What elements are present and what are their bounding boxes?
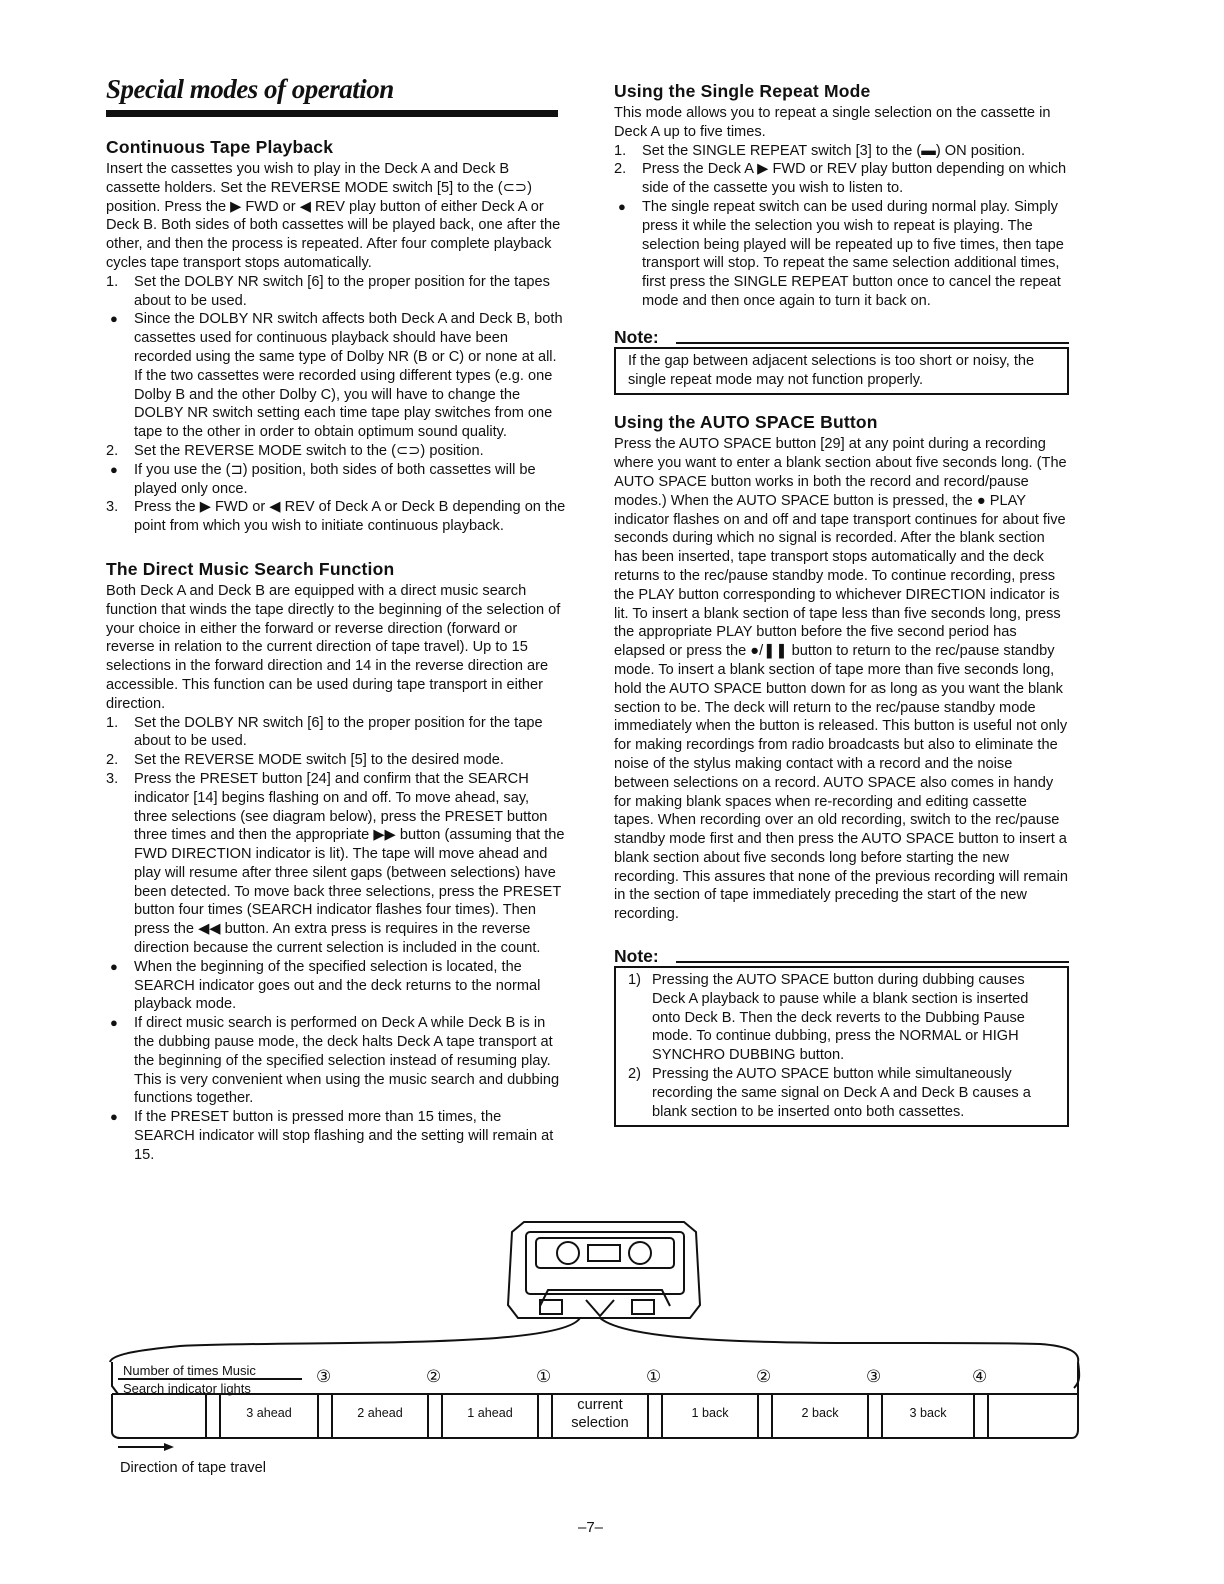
count-badge: ②	[756, 1367, 772, 1386]
selection-gap	[974, 1394, 988, 1438]
auto-space-note	[614, 946, 1069, 1127]
list-item	[106, 442, 566, 461]
selection-cell: 3 ahead	[246, 1406, 292, 1420]
list-marker: ●	[110, 461, 118, 477]
list-marker: 2)	[628, 1066, 641, 1083]
count-badge: ②	[426, 1367, 442, 1386]
list-item	[628, 1065, 1059, 1121]
title-rule	[106, 110, 558, 117]
counter-label-line2: Search indicator lights	[123, 1381, 251, 1396]
left-column	[106, 136, 566, 1165]
single-repeat-intro: This mode allows you to repeat a single selection on the cassette in Deck A up to five times.	[614, 105, 1051, 140]
list-item	[106, 498, 566, 536]
auto-space-text: Press the AUTO SPACE button [29] at any point during a recording where you want to enter a blank section about five seconds long. (The AUTO SPACE button works in both the record and record/pause modes.) When the AUTO SPACE button is pressed, the ● PLAY indicator flashes on and off and tape transport continues for about five seconds during which no signal is recorded. After the blank section has been inserted, tape transport stops automatically and the deck returns to the rec/pause standby mode. To continue recording, press the PLAY button corresponding to whichever DIRECTION indicator is lit. To insert a blank section of tape less than five seconds long, press the appropriate PLAY button before the five second period has elapsed or press the ●/❚❚ button to return to the rec/pause standby mode. To insert a blank section of tape more than five seconds long, hold the AUTO SPACE button down for as long as you want the blank section to be. The deck will return to the rec/pause standby mode immediately when the button is released. This button is useful not only for making recordings from radio broadcasts but also to eliminate the noise of the stylus making contact with a record and the noise between selections on a record. AUTO SPACE also comes in handy for making blank spaces when re-recording and editing cassette tapes. When recording over an old recording, switch to the rec/pause standby mode first and then press the AUTO SPACE button to insert a blank section about five seconds long before starting the new recording. This assures that none of the previous recording will remain in the section of tape immediately preceding the start of the new recording.	[614, 436, 1068, 923]
direction-label: Direction of tape travel	[120, 1460, 267, 1476]
list-marker: ●	[110, 1015, 118, 1031]
continuous-heading: Continuous Tape Playback	[106, 137, 334, 157]
list-item	[106, 958, 566, 1014]
list-item	[106, 751, 566, 770]
count-badge: ①	[536, 1367, 552, 1386]
list-item	[106, 461, 566, 499]
list-marker: 1)	[628, 972, 641, 989]
single-repeat-steps	[614, 142, 1069, 311]
list-marker: ●	[110, 958, 118, 974]
list-marker: ●	[110, 311, 118, 327]
cassette-icon	[508, 1222, 700, 1318]
list-item	[106, 770, 566, 958]
list-item-text: If direct music search is performed on Deck A while Deck B is in the dubbing pause mode, the deck halts Deck A tape transport at the beginning of the specified selection instead of resuming play. This is very convenient when using the music search and dubbing functions together.	[134, 1015, 560, 1107]
list-item	[106, 714, 566, 752]
list-marker: 1.	[106, 714, 119, 731]
list-item-text: Set the REVERSE MODE switch to the (⊂⊃) position.	[134, 442, 484, 459]
list-marker: 1.	[106, 273, 119, 290]
list-item-text: Press the Deck A ▶ FWD or REV play button depending on which side of the cassette you wish to listen to.	[642, 161, 1067, 197]
list-item-text: Press the PRESET button [24] and confirm that the SEARCH indicator [14] begins flashing on and off. To move ahead, say, three selections (see diagram below), press the PRESET button three times and then the appropriate ▶▶ button (assuming that the FWD DIRECTION indicator is lit). The tape will move ahead and play will resume after three silent gaps (between selections) have been detected. To move back three selections, press the PRESET button four times (SEARCH indicator flashes four times). Then press the ◀◀ button. An extra press is requires in the reverse direction because the current selection is included in the count.	[134, 770, 565, 957]
selection-cell: 2 ahead	[357, 1406, 403, 1420]
selection-cell: 1 ahead	[467, 1406, 513, 1420]
selection-gap	[538, 1394, 552, 1438]
list-marker: 2.	[106, 752, 119, 769]
list-item-text: Set the REVERSE MODE switch [5] to the desired mode.	[134, 752, 504, 769]
right-column	[614, 80, 1069, 1127]
dms-intro: Both Deck A and Deck B are equipped with a direct music search function that winds the tape directly to the beginning of the selection of your choice in either the forward or reverse direction (forward or reverse in relation to the current direction of tape travel). Up to 15 selections in the forward direction and 14 in the reverse direction are accessible. This function can be used during tape transport in either direction.	[106, 582, 561, 712]
direct-music-search-section	[106, 558, 566, 1165]
list-marker: ●	[618, 198, 626, 214]
note-heading: Note:	[614, 946, 659, 967]
selection-gap	[758, 1394, 772, 1438]
selection-gap	[868, 1394, 882, 1438]
list-item	[614, 198, 1069, 311]
list-marker: 2.	[106, 442, 119, 459]
list-item-text: Pressing the AUTO SPACE button during dubbing causes Deck A playback to pause while a blank section is inserted onto Deck B. Then the deck reverts to the Dubbing Pause mode. To continue dubbing, press the NORMAL or HIGH SYNCHRO DUBBING button.	[652, 972, 1029, 1064]
auto-space-note-list	[628, 971, 1059, 1121]
single-repeat-heading: Using the Single Repeat Mode	[614, 81, 871, 101]
list-marker: 3.	[106, 770, 119, 787]
list-marker: 3.	[106, 499, 119, 516]
count-badge: ③	[866, 1367, 882, 1386]
list-item	[614, 142, 1069, 161]
count-badge: ④	[972, 1367, 988, 1386]
selection-gap	[206, 1394, 220, 1438]
list-marker: ●	[110, 1109, 118, 1125]
page-title: Special modes of operation	[106, 74, 394, 104]
list-item-text: Set the DOLBY NR switch [6] to the proper position for the tape about to be used.	[134, 714, 543, 750]
list-item-text: Since the DOLBY NR switch affects both Deck A and Deck B, both cassettes used for continuous playback should have been recorded using the same type of Dolby NR (B or C) or none at all. If the two cassettes were recorded using different types (e.g. one Dolby B and the other Dolby C), you will have to change the DOLBY NR switch setting each time tape play switches from one tape to the other in order to obtain optimum sound quality.	[134, 311, 563, 441]
note-heading: Note:	[614, 326, 659, 347]
list-item	[106, 1108, 566, 1164]
list-item-text: If the PRESET button is pressed more than 15 times, the SEARCH indicator will stop flashing and the setting will remain at 15.	[134, 1109, 554, 1163]
dms-heading: The Direct Music Search Function	[106, 558, 395, 579]
auto-space-section	[614, 411, 1069, 1127]
continuous-steps	[106, 273, 566, 536]
list-item	[106, 273, 566, 311]
count-badge: ①	[646, 1367, 662, 1386]
list-item-text: Set the DOLBY NR switch [6] to the proper position for the tapes about to be used.	[134, 273, 550, 309]
selection-gap	[318, 1394, 332, 1438]
list-marker: 1.	[614, 142, 627, 159]
list-marker: 2.	[614, 161, 627, 178]
counter-label-line1: Number of times Music	[123, 1363, 256, 1378]
selection-gap	[428, 1394, 442, 1438]
list-item-text: When the beginning of the specified selection is located, the SEARCH indicator goes out and the deck returns to the normal playback mode.	[134, 958, 541, 1013]
dms-steps	[106, 714, 566, 1165]
list-item	[614, 160, 1069, 198]
single-repeat-note-text: If the gap between adjacent selections is too short or noisy, the single repeat mode may not function properly.	[628, 352, 1035, 388]
list-item	[628, 971, 1059, 1065]
list-item-text: Pressing the AUTO SPACE button while simultaneously recording the same signal on Deck A and Deck B causes a blank section to be inserted onto both cassettes.	[652, 1066, 1031, 1120]
continuous-intro: Insert the cassettes you wish to play in the Deck A and Deck B cassette holders. Set the REVERSE MODE switch [5] to the (⊂⊃) position. Press the ▶ FWD or ◀ REV play button of either Deck A or Deck B. Both sides of both cassettes will be played back, one after the other, and then the process is repeated. After four complete playback cycles tape transport stops automatically.	[106, 161, 561, 271]
list-item-text: Press the ▶ FWD or ◀ REV of Deck A or Deck B depending on the point from which you wish to initiate continuous playback.	[134, 499, 566, 535]
list-item-text: Set the SINGLE REPEAT switch [3] to the (▬) ON position.	[642, 142, 1026, 159]
selection-cell: 1 back	[691, 1406, 729, 1420]
selection-cell: current selection	[571, 1397, 629, 1431]
page-number: –7–	[578, 1519, 604, 1536]
list-item	[106, 310, 566, 442]
auto-space-heading: Using the AUTO SPACE Button	[614, 412, 878, 433]
list-item-text: If you use the (⊐) position, both sides of both cassettes will be played only once.	[134, 461, 536, 497]
selection-gap	[648, 1394, 662, 1438]
selection-cell: 2 back	[801, 1406, 839, 1420]
list-item-text: The single repeat switch can be used during normal play. Simply press it while the selection you wish to repeat is playing. The selection being played will be repeated up to five times, then tape transport will stop. To repeat the same selection additional times, first press the SINGLE REPEAT button once to cancel the repeat mode and then once again to turn it back on.	[642, 198, 1064, 309]
single-repeat-note	[614, 327, 1069, 396]
continuous-playback-section	[106, 136, 566, 536]
single-repeat-section	[614, 80, 1069, 395]
list-item	[106, 1014, 566, 1108]
selection-cell: 3 back	[909, 1406, 947, 1420]
count-badge: ③	[316, 1367, 332, 1386]
